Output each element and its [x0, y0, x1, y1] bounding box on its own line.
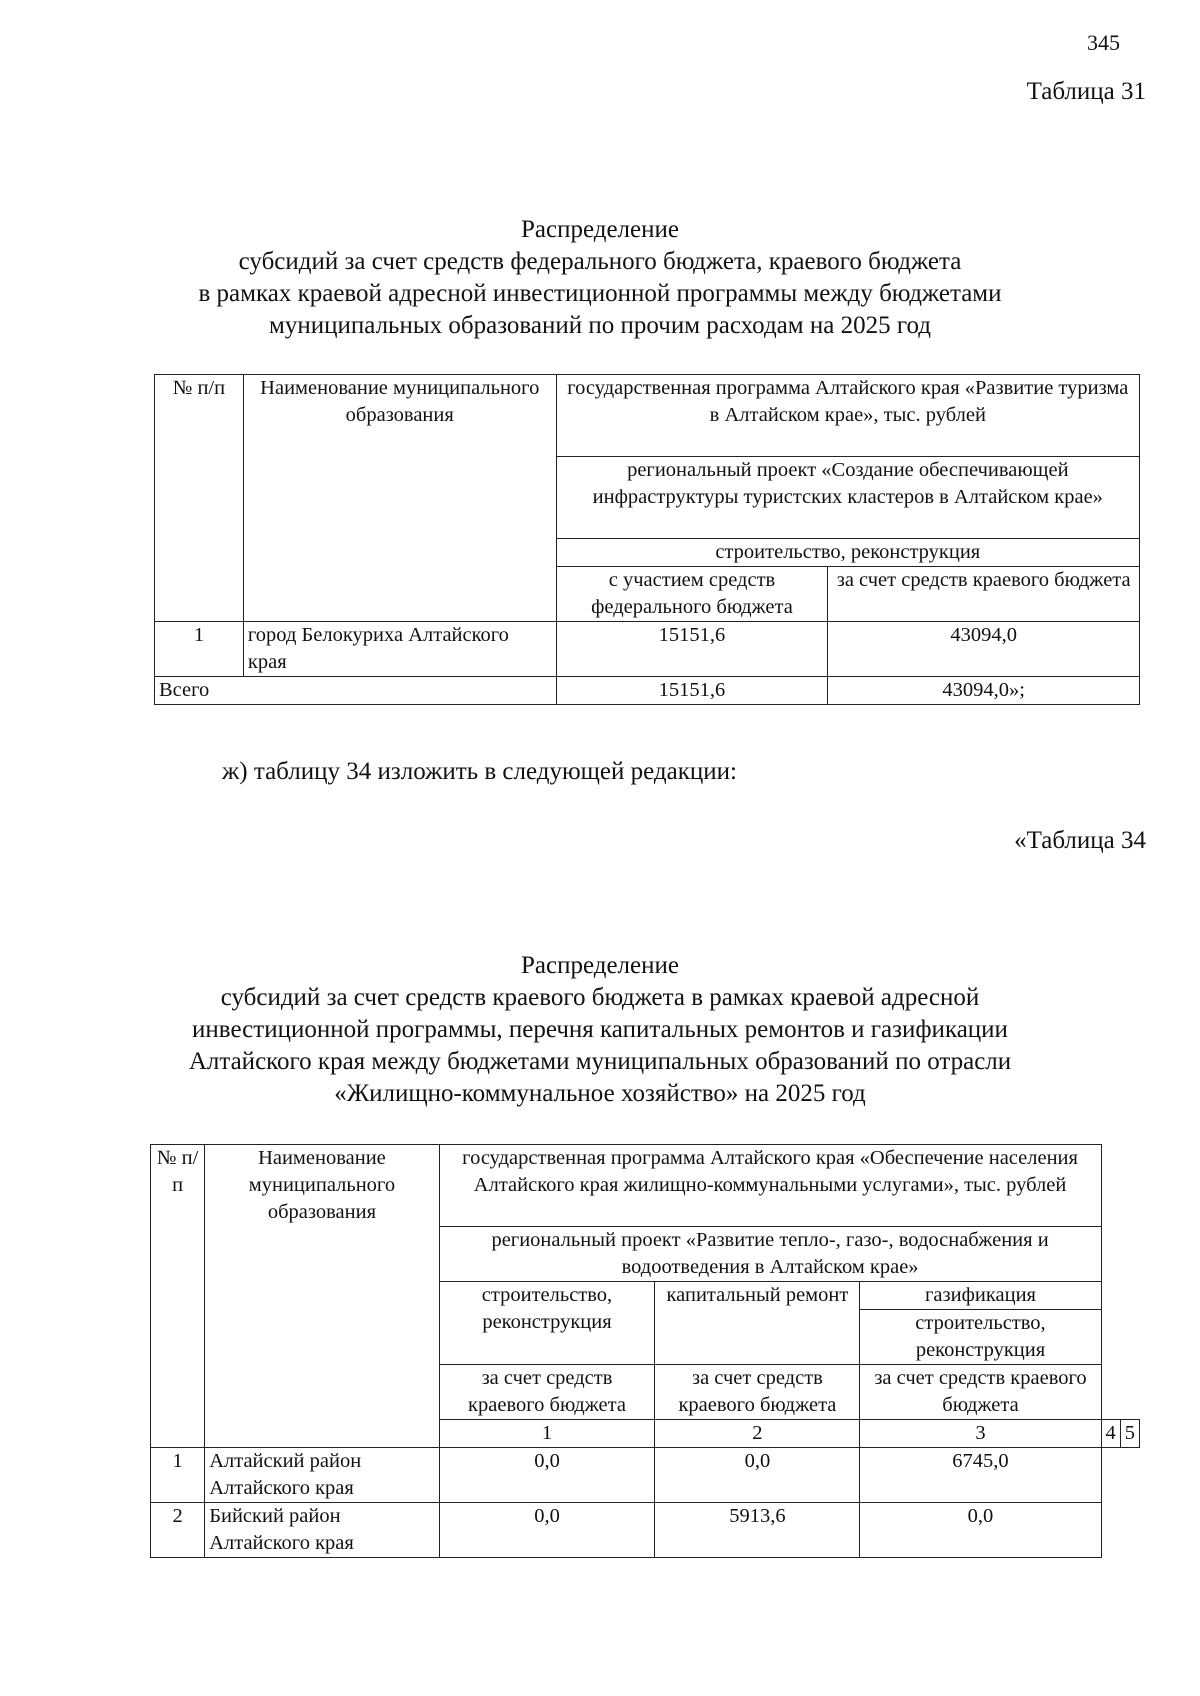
- table-row: [151, 1503, 1140, 1558]
- header-funding: за счет средств краевого бюджета: [655, 1365, 860, 1420]
- row-name: Алтайский район Алтайского края: [205, 1448, 439, 1503]
- heading-line: Алтайского края между бюджетами муниципальных образований по отрасли: [188, 1048, 1012, 1075]
- header-gas-construction: строительство, реконструкция: [860, 1310, 1101, 1365]
- header-col-federal: с участием средств федерального бюджета: [556, 567, 828, 622]
- heading-line: субсидий за счет средств федерального бюджета, краевого бюджета: [238, 248, 962, 275]
- heading-line: «Жилищно-коммунальное хозяйство» на 2025 год: [334, 1080, 866, 1107]
- header-col-regional: за счет средств краевого бюджета: [828, 567, 1140, 622]
- header-capital-repair: капитальный ремонт: [655, 1282, 860, 1365]
- table-34: [150, 1144, 1140, 1558]
- header-project: региональный проект «Создание обеспечивающей инфраструктуры туристских кластеров в Алтайском крае»: [556, 457, 1139, 539]
- row-name: Бийский район Алтайского края: [205, 1503, 439, 1558]
- col-number: 4: [1101, 1420, 1120, 1448]
- table-31-label: Таблица 31: [1026, 78, 1146, 105]
- col-number: 2: [655, 1420, 860, 1448]
- row-name: город Белокуриха Алтайского края: [243, 622, 556, 677]
- header-funding: за счет средств краевого бюджета: [860, 1365, 1101, 1420]
- table-34-label: «Таблица 34: [1014, 827, 1146, 854]
- row-value: 5913,6: [655, 1503, 860, 1558]
- total-row: [155, 677, 1140, 705]
- row-value: 6745,0: [860, 1448, 1101, 1503]
- row-value: 0,0: [439, 1448, 655, 1503]
- header-project: региональный проект «Развитие тепло-, газо-, водоснабжения и водоотведения в Алтайском крае»: [439, 1227, 1101, 1282]
- table-31: [154, 374, 1140, 705]
- header-gasification: газификация: [860, 1282, 1101, 1310]
- header-name: Наименование муниципального образования: [205, 1145, 439, 1448]
- row-value: 0,0: [439, 1503, 655, 1558]
- row-federal: 15151,6: [556, 622, 828, 677]
- col-number: 1: [439, 1420, 655, 1448]
- row-num: 1: [155, 622, 244, 677]
- header-name: Наименование муниципального образования: [243, 375, 556, 622]
- header-program: государственная программа Алтайского края «Развитие туризма в Алтайском крае», тыс. рублей: [556, 375, 1139, 457]
- table-row: [151, 1448, 1140, 1503]
- total-federal: 15151,6: [556, 677, 828, 705]
- heading-line: Распределение: [521, 952, 679, 979]
- page-number: 345: [1087, 30, 1120, 55]
- table-34-heading: [0, 950, 1200, 1110]
- header-num: № п/п: [155, 375, 244, 622]
- header-num: № п/п: [151, 1145, 205, 1448]
- col-number: 3: [860, 1420, 1101, 1448]
- total-regional: 43094,0»;: [828, 677, 1140, 705]
- heading-line: в рамках краевой адресной инвестиционной программы между бюджетами: [198, 280, 1002, 307]
- header-activity: строительство, реконструкция: [556, 539, 1139, 567]
- header-construction: строительство, реконструкция: [439, 1282, 655, 1365]
- header-funding: за счет средств краевого бюджета: [439, 1365, 655, 1420]
- heading-line: муниципальных образований по прочим расходам на 2025 год: [269, 312, 931, 339]
- col-number: 5: [1120, 1420, 1139, 1448]
- heading-line: инвестиционной программы, перечня капитальных ремонтов и газификации: [192, 1016, 1008, 1043]
- table-row: [155, 622, 1140, 677]
- row-num: 2: [151, 1503, 205, 1558]
- row-value: 0,0: [655, 1448, 860, 1503]
- row-value: 0,0: [860, 1503, 1101, 1558]
- instruction-text: ж) таблицу 34 изложить в следующей редакции:: [222, 758, 737, 785]
- heading-line: субсидий за счет средств краевого бюджета в рамках краевой адресной: [220, 984, 980, 1011]
- total-label: Всего: [155, 677, 557, 705]
- header-program: государственная программа Алтайского края «Обеспечение населения Алтайского края жилищно-коммунальными услугами», тыс. рублей: [439, 1145, 1101, 1227]
- row-regional: 43094,0: [828, 622, 1140, 677]
- row-num: 1: [151, 1448, 205, 1503]
- table-31-heading: [0, 214, 1200, 342]
- heading-line: Распределение: [521, 216, 679, 243]
